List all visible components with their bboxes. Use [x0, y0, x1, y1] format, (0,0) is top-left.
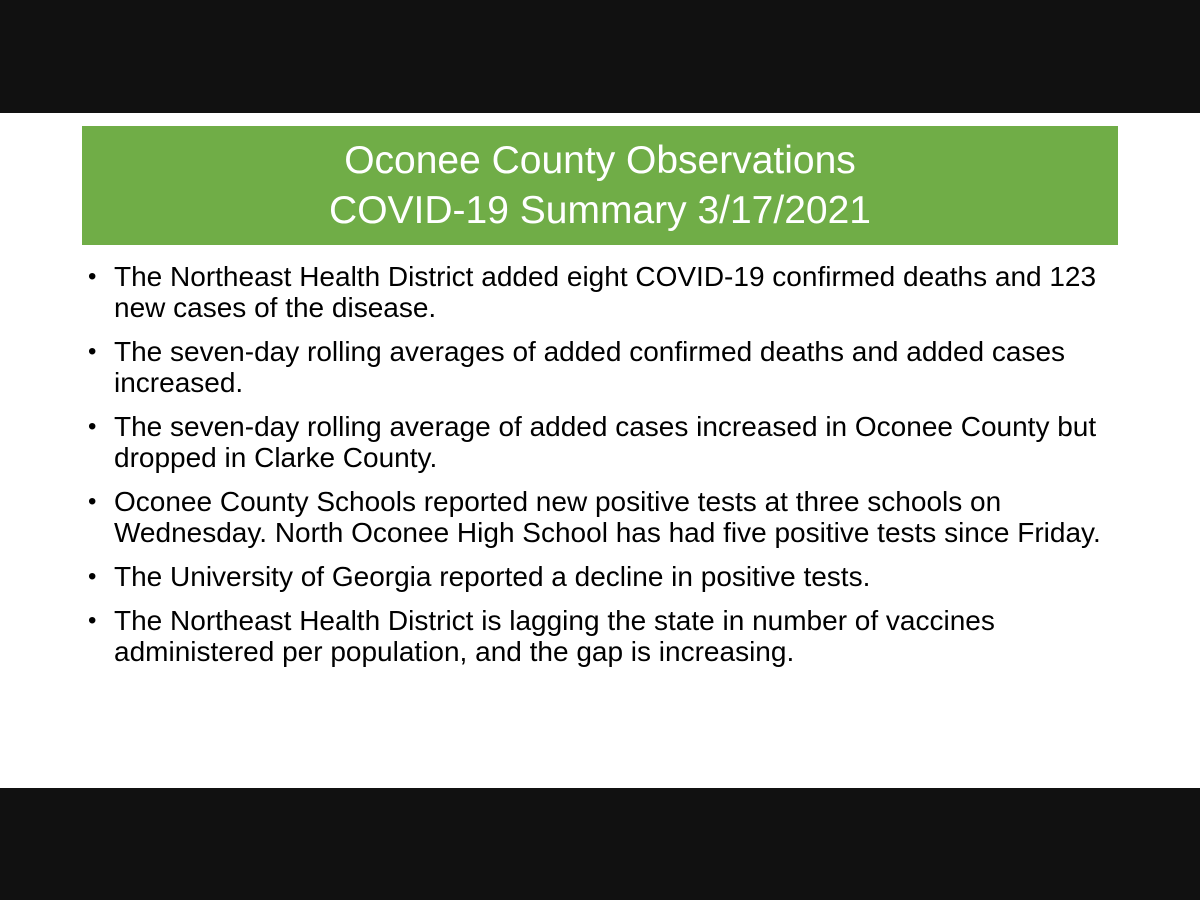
bullet-dot-icon: •	[88, 488, 97, 515]
bullet-text: The seven-day rolling average of added cases increased in Oconee County but dropped in Clarke County.	[114, 411, 1097, 473]
bullet-dot-icon: •	[88, 563, 97, 590]
letterbox-top	[0, 0, 1200, 113]
bullet-text: The University of Georgia reported a decline in positive tests.	[114, 561, 871, 592]
bullet-text: The seven-day rolling averages of added confirmed deaths and added cases increased.	[114, 336, 1066, 398]
bullet-dot-icon: •	[88, 338, 97, 365]
bullet-item	[88, 561, 1128, 592]
bullet-item	[88, 605, 1128, 667]
title-line-2: COVID-19 Summary 3/17/2021	[329, 188, 871, 232]
bullet-dot-icon: •	[88, 607, 97, 634]
title-bar	[82, 126, 1118, 245]
bullet-item	[88, 336, 1128, 398]
bullet-dot-icon: •	[88, 263, 97, 290]
bullet-text: The Northeast Health District added eight COVID-19 confirmed deaths and 123 new cases of the disease.	[114, 261, 1097, 323]
bullet-item	[88, 261, 1128, 323]
bullet-item	[88, 486, 1128, 548]
bullet-text: Oconee County Schools reported new positive tests at three schools on Wednesday. North Oconee High School has had five positive tests since Friday.	[114, 486, 1101, 548]
bullet-item	[88, 411, 1128, 473]
bullet-list	[88, 261, 1128, 680]
slide	[0, 113, 1200, 788]
title-line-1: Oconee County Observations	[344, 138, 856, 182]
bullet-text: The Northeast Health District is lagging the state in number of vaccines administered per population, and the gap is increasing.	[114, 605, 995, 667]
letterbox-bottom	[0, 788, 1200, 900]
bullet-dot-icon: •	[88, 413, 97, 440]
